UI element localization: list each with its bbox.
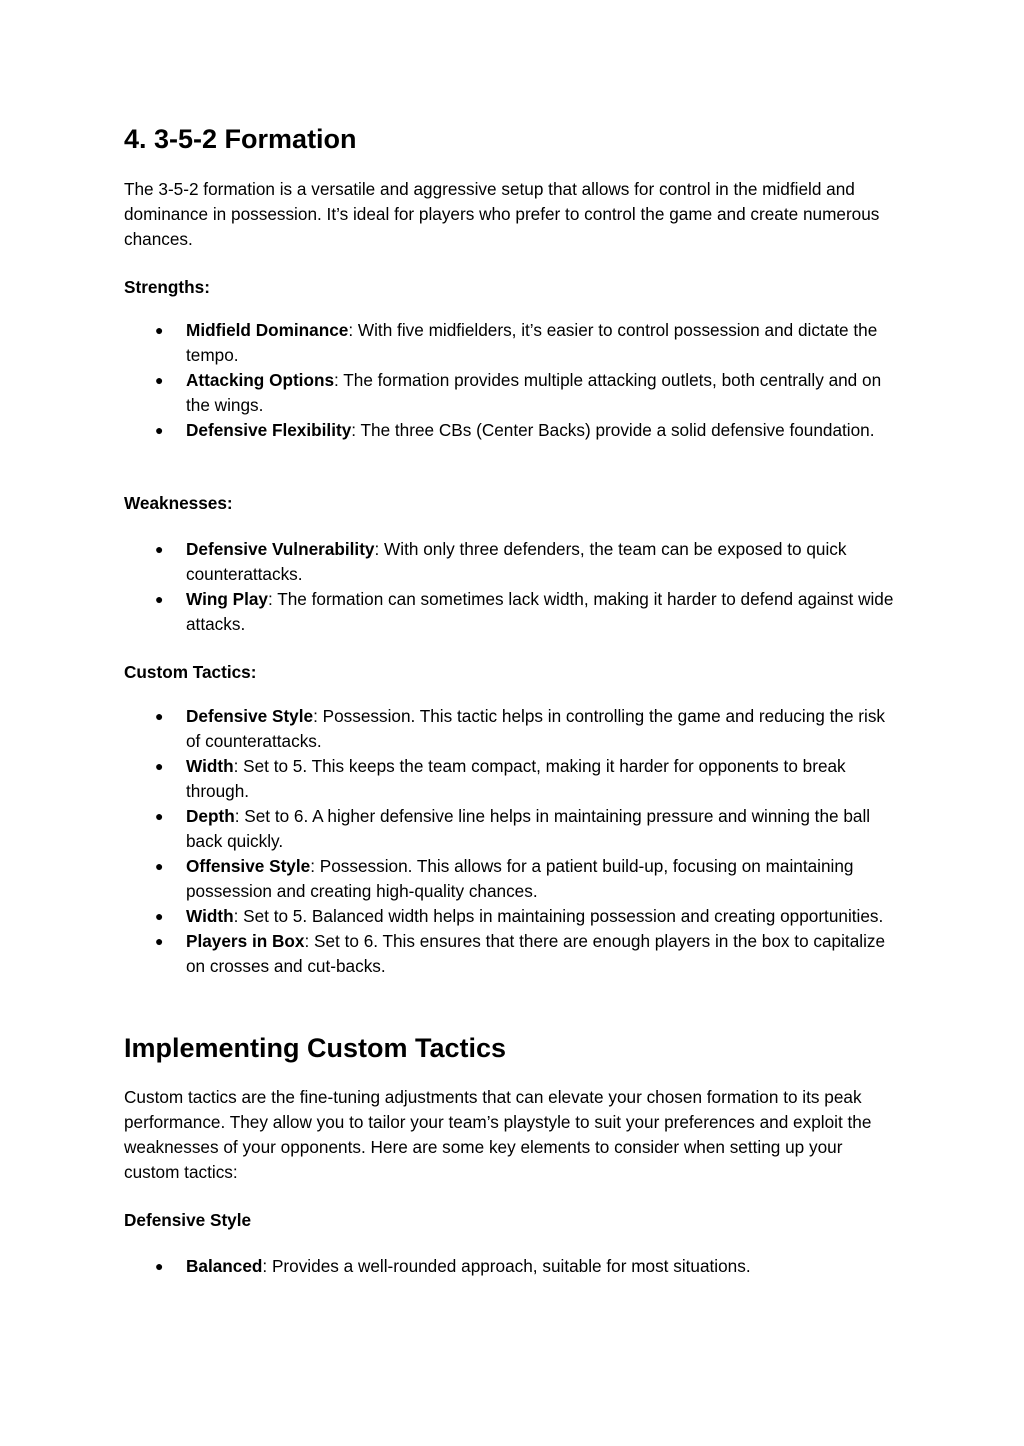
- weaknesses-list: [124, 537, 894, 637]
- bullet-icon: ●: [155, 541, 164, 557]
- strengths-list: [124, 318, 894, 443]
- bullet-icon: ●: [155, 372, 164, 388]
- list-item: [124, 904, 894, 929]
- bullet-icon: ●: [155, 708, 164, 724]
- weaknesses-heading: Weaknesses:: [124, 493, 233, 513]
- list-item-term: Midfield Dominance: [186, 320, 349, 340]
- list-item-text: : The formation can sometimes lack width, making it harder to defend against wide attacks.: [186, 589, 894, 634]
- list-item-term: Wing Play: [186, 589, 268, 609]
- list-item-term: Attacking Options: [186, 370, 335, 390]
- list-item-text: : With five midfielders, it’s easier to control possession and dictate the tempo.: [186, 320, 878, 365]
- defensive-style-list: [124, 1254, 894, 1279]
- custom-tactics-heading: Custom Tactics:: [124, 662, 257, 682]
- bullet-icon: ●: [155, 758, 164, 774]
- defensive-style-heading: Defensive Style: [124, 1210, 252, 1230]
- bullet-icon: ●: [155, 858, 164, 874]
- bullet-icon: ●: [155, 933, 164, 949]
- list-item-text: : Set to 6. A higher defensive line helps in maintaining pressure and winning the ball back quickly.: [186, 806, 871, 851]
- list-item: [124, 537, 894, 587]
- strengths-heading: Strengths:: [124, 277, 210, 297]
- list-item: [124, 804, 894, 854]
- list-item-term: Players in Box: [186, 931, 305, 951]
- list-item-text: : Set to 5. This keeps the team compact, making it harder for opponents to break through.: [186, 756, 846, 801]
- formation-intro-paragraph: The 3-5-2 formation is a versatile and aggressive setup that allows for control in the midfield and dominance in possession. It’s ideal for players who prefer to control the game and create numerous chances.: [124, 179, 880, 249]
- bullet-icon: ●: [155, 908, 164, 924]
- section-title-implementing-custom-tactics: Implementing Custom Tactics: [124, 1033, 507, 1063]
- custom-tactics-intro-paragraph: Custom tactics are the fine-tuning adjustments that can elevate your chosen formation to its peak performance. They allow you to tailor your team’s playstyle to suit your preferences and exploit the weaknesses of your opponents. Here are some key elements to consider when setting up your custom tactics:: [124, 1087, 872, 1182]
- list-item: [124, 368, 894, 418]
- list-item-text: : The formation provides multiple attacking outlets, both centrally and on the wings.: [186, 370, 882, 415]
- list-item: [124, 704, 894, 754]
- list-item: [124, 754, 894, 804]
- list-item-term: Defensive Vulnerability: [186, 539, 375, 559]
- list-item: [124, 418, 894, 443]
- list-item-text: : The three CBs (Center Backs) provide a solid defensive foundation.: [351, 420, 875, 440]
- list-item-text: : Provides a well-rounded approach, suitable for most situations.: [262, 1256, 751, 1276]
- list-item-text: : Set to 5. Balanced width helps in maintaining possession and creating opportunities.: [233, 906, 884, 926]
- list-item-text: : Possession. This allows for a patient build-up, focusing on maintaining possession and creating high-quality chances.: [186, 856, 854, 901]
- bullet-icon: ●: [155, 1258, 164, 1274]
- bullet-icon: ●: [155, 322, 164, 338]
- list-item-term: Width: [186, 756, 234, 776]
- list-item: [124, 587, 894, 637]
- list-item-text: : With only three defenders, the team can be exposed to quick counterattacks.: [186, 539, 847, 584]
- list-item: [124, 318, 894, 368]
- list-item: [124, 1254, 894, 1279]
- bullet-icon: ●: [155, 808, 164, 824]
- list-item: [124, 929, 894, 979]
- list-item-term: Depth: [186, 806, 235, 826]
- list-item-term: Offensive Style: [186, 856, 311, 876]
- list-item-text: : Set to 6. This ensures that there are enough players in the box to capitalize on crosses and cut-backs.: [186, 931, 886, 976]
- list-item-term: Width: [186, 906, 234, 926]
- custom-tactics-list: [124, 704, 894, 979]
- section-title-352-formation: 4. 3-5-2 Formation: [124, 124, 357, 154]
- list-item-term: Balanced: [186, 1256, 263, 1276]
- bullet-icon: ●: [155, 591, 164, 607]
- list-item-term: Defensive Flexibility: [186, 420, 352, 440]
- list-item: [124, 854, 894, 904]
- list-item-term: Defensive Style: [186, 706, 314, 726]
- bullet-icon: ●: [155, 422, 164, 438]
- list-item-text: : Possession. This tactic helps in controlling the game and reducing the risk of counterattacks.: [186, 706, 886, 751]
